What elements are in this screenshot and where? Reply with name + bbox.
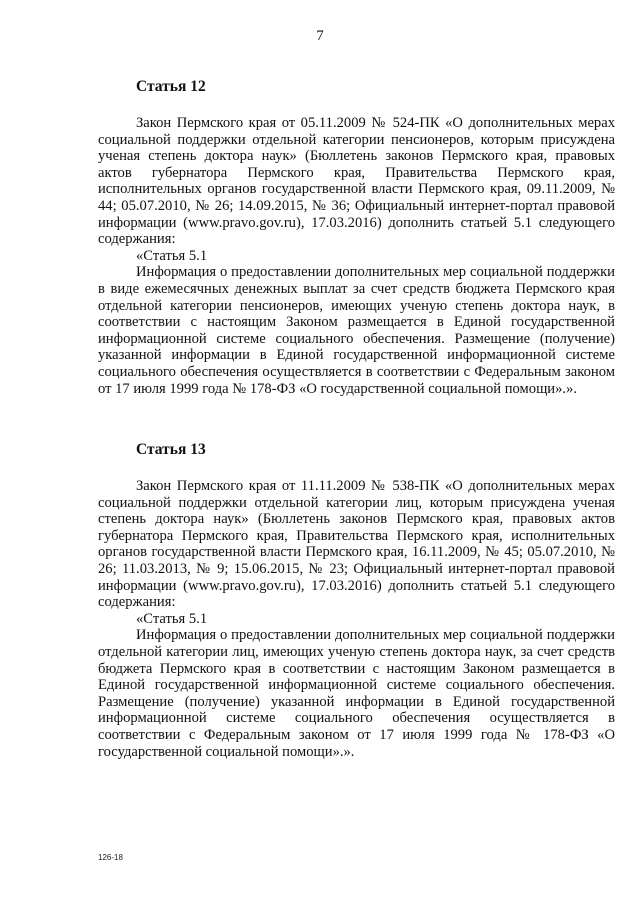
new-article-text: Информация о предоставлении дополнительных мер социальной поддержки в виде ежемесячных денежных выплат за счет средств бюджета Пермского края отдельной категории пенсионеров, имеющих ученую степень доктора наук, в соответствии с настоящим Законом размещается в Единой государственной информационной системе социального обеспечения. Размещение (получение) указанной информации в Единой государственной информационной системе социального обеспечения осуществляется в соответствии с Федеральным законом от 17 июля 1999 года № 178-ФЗ «О государственной социальной помощи».». xyxy=(98,264,615,397)
law-amendment-paragraph: Закон Пермского края от 05.11.2009 № 524-ПК «О дополнительных мерах социальной поддержки отдельной категории пенсионеров, которым присуждена ученая степень доктора наук» (Бюллетень законов Пермского края, правовых актов губернатора Пермского края, Правительства Пермского края, исполнительных органов государственной власти Пермского края, 09.11.2009, № 44; 05.07.2010, № 26; 14.09.2015, № 36; Официальный интернет-портал правовой информации (www.pravo.gov.ru), 17.03.2016) дополнить статьей 5.1 следующего содержания: xyxy=(98,115,615,248)
article-12 xyxy=(98,78,615,397)
page-number: 7 xyxy=(316,28,324,44)
article-body xyxy=(98,478,615,760)
new-article-text: Информация о предоставлении дополнительных мер социальной поддержки отдельной категории лиц, имеющих ученую степень доктора наук, за счет средств бюджета Пермского края в соответствии с настоящим Законом размещается в Единой государственной информационной системе социального обеспечения. Размещение (получение) указанной информации в Единой государственной информационной системе социального обеспечения осуществляется в соответствии с Федеральным законом от 17 июля 1999 года № 178-ФЗ «О государственной социальной помощи».». xyxy=(98,627,615,760)
new-article-heading: «Статья 5.1 xyxy=(136,247,208,264)
article-body xyxy=(98,115,615,397)
law-amendment-paragraph: Закон Пермского края от 11.11.2009 № 538-ПК «О дополнительных мерах социальной поддержки отдельной категории лиц, которым присуждена ученая степень доктора наук» (Бюллетень законов Пермского края, правовых актов губернатора Пермского края, Правительства Пермского края, исполнительных органов государственной власти Пермского края, 16.11.2009, № 45; 05.07.2010, № 26; 11.03.2013, № 9; 15.06.2015, № 23; Официальный интернет-портал правовой информации (www.pravo.gov.ru), 17.03.2016) дополнить статьей 5.1 следующего содержания: xyxy=(98,478,615,611)
article-title: Статья 13 xyxy=(136,441,206,458)
article-13 xyxy=(98,441,615,760)
document-code: 126-18 xyxy=(98,853,123,862)
new-article-heading: «Статья 5.1 xyxy=(136,610,208,627)
article-title: Статья 12 xyxy=(136,78,206,95)
